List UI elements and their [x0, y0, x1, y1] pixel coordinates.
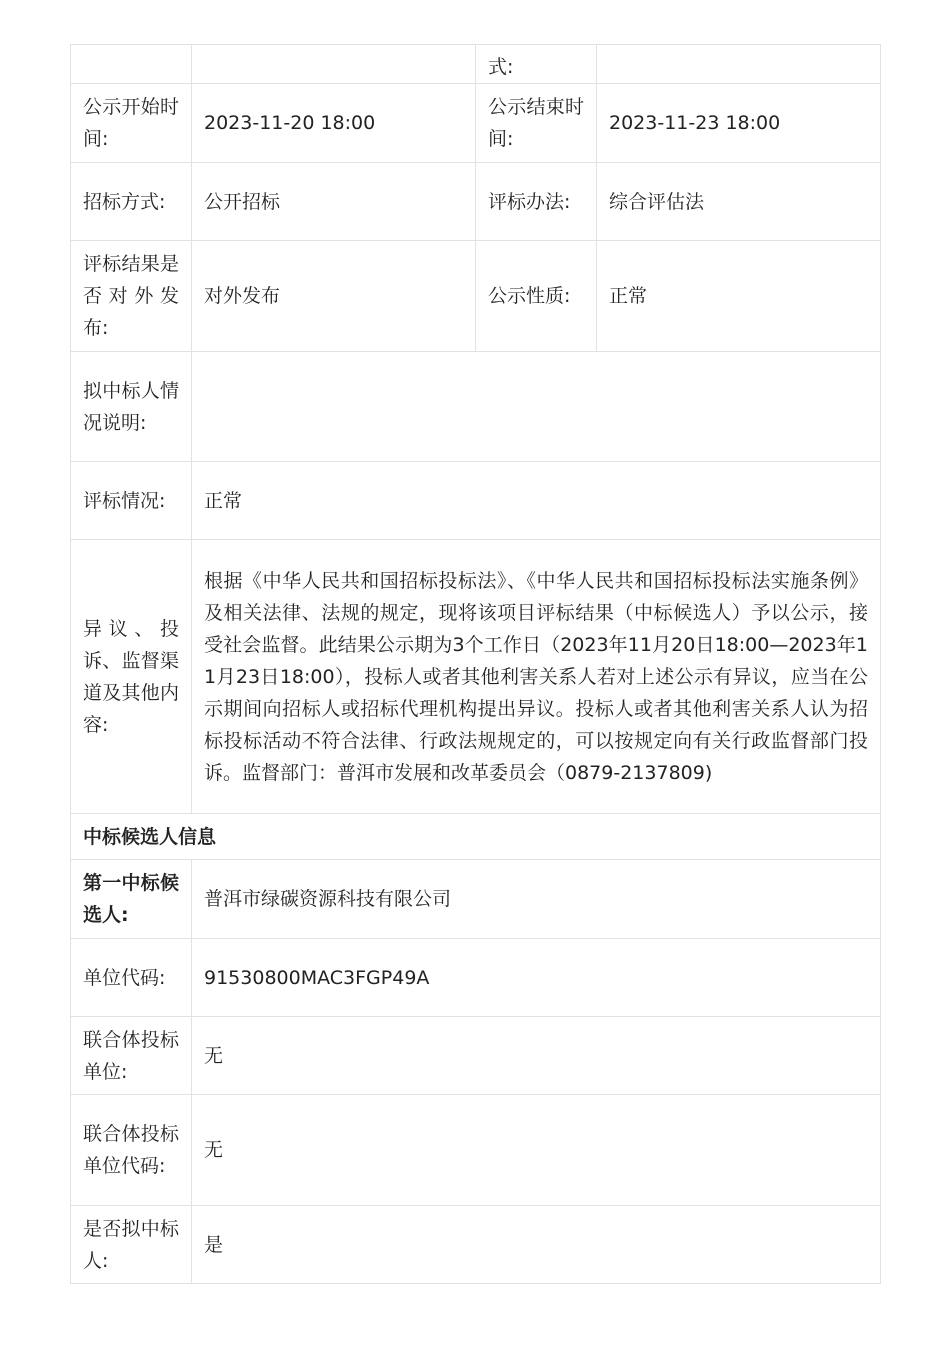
objection-channel-value: 根据《中华人民共和国招标投标法》、《中华人民共和国招标投标法实施条例》及相关法律、法规的规定，现将该项目评标结果（中标候选人）予以公示，接受社会监督。此结果公示期为3个工作日（2023年11月20日18:00—2023年11月23日18:00），投标人或者其他利害关系人若对上述公示有异议，应当在公示期间向招标人或招标代理机构提出异议。投标人或者其他利害关系人认为招标投标活动不符合法律、行政法规规定的，可以按规定向有关行政监督部门投诉。监督部门：普洱市发展和改革委员会（0879-2137809)	[192, 540, 881, 814]
evaluation-status-label: 评标情况:	[71, 462, 192, 540]
evaluation-method-label: 评标办法:	[476, 163, 597, 241]
evaluation-method-value: 综合评估法	[597, 163, 881, 241]
table-row	[71, 1095, 881, 1206]
proposed-winner-note-value	[192, 352, 881, 462]
table-row	[71, 462, 881, 540]
proposed-winner-value: 是	[192, 1206, 881, 1284]
publicity-end-value: 2023-11-23 18:00	[597, 84, 881, 163]
section-title: 中标候选人信息	[71, 814, 881, 860]
unit-code-value: 91530800MAC3FGP49A	[192, 939, 881, 1017]
unit-code-label: 单位代码:	[71, 939, 192, 1017]
table-row	[71, 1206, 881, 1284]
table-row	[71, 84, 881, 163]
publicity-start-label: 公示开始时间:	[71, 84, 192, 163]
first-candidate-label: 第一中标候选人:	[71, 860, 192, 939]
publicity-start-value: 2023-11-20 18:00	[192, 84, 476, 163]
evaluation-status-value: 正常	[192, 462, 881, 540]
bidding-method-label: 招标方式:	[71, 163, 192, 241]
result-published-label: 评标结果是否对外发布:	[71, 241, 192, 352]
bidding-method-value: 公开招标	[192, 163, 476, 241]
label-cell-tail: 式:	[476, 45, 597, 84]
publicity-nature-label: 公示性质:	[476, 241, 597, 352]
consortium-value: 无	[192, 1017, 881, 1095]
table-row	[71, 860, 881, 939]
first-candidate-value: 普洱市绿碳资源科技有限公司	[192, 860, 881, 939]
table-row	[71, 939, 881, 1017]
proposed-winner-label: 是否拟中标人:	[71, 1206, 192, 1284]
table-row	[71, 1017, 881, 1095]
table-row	[71, 540, 881, 814]
value-cell	[192, 45, 476, 84]
table-row	[71, 241, 881, 352]
table-row	[71, 352, 881, 462]
label-cell	[71, 45, 192, 84]
consortium-code-value: 无	[192, 1095, 881, 1206]
proposed-winner-note-label: 拟中标人情况说明:	[71, 352, 192, 462]
publicity-end-label: 公示结束时间:	[476, 84, 597, 163]
consortium-label: 联合体投标单位:	[71, 1017, 192, 1095]
table-row	[71, 163, 881, 241]
value-cell	[597, 45, 881, 84]
publicity-nature-value: 正常	[597, 241, 881, 352]
bid-result-table	[70, 44, 881, 1284]
consortium-code-label: 联合体投标单位代码:	[71, 1095, 192, 1206]
result-published-value: 对外发布	[192, 241, 476, 352]
table-row	[71, 45, 881, 84]
table-row	[71, 814, 881, 860]
objection-channel-label: 异议、投诉、监督渠道及其他内容:	[71, 540, 192, 814]
